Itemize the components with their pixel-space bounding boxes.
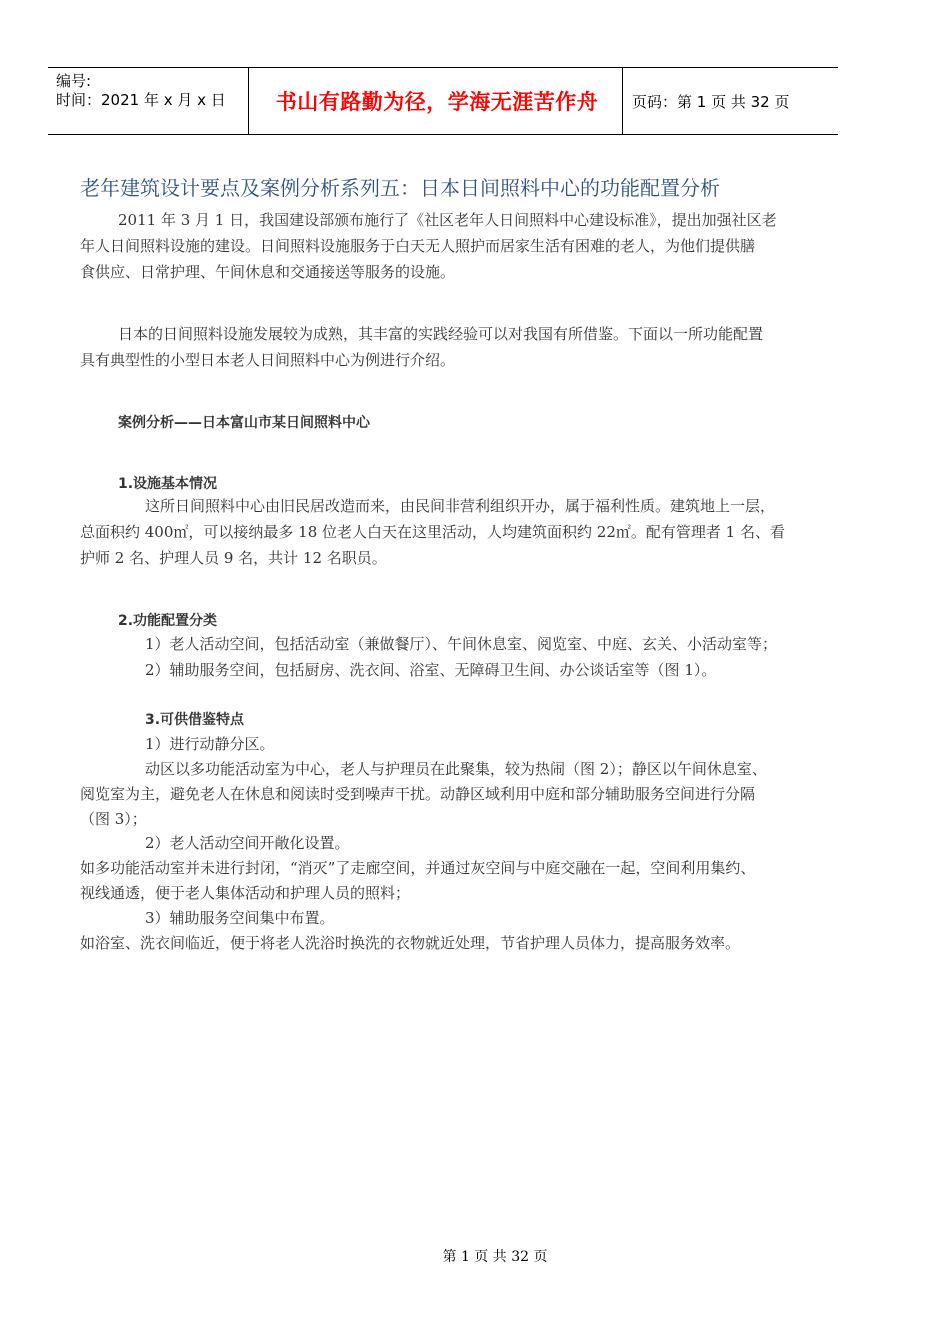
document-header-table [48, 67, 838, 135]
paragraph-line: 视线通透，便于老人集体活动和护理人员的照料； [80, 884, 411, 902]
paragraph-line: 这所日间照料中心由旧民居改造而来，由民间非营利组织开办，属于福利性质。建筑地上一层， [145, 497, 776, 515]
paragraph-line: （图 3）； [80, 810, 147, 828]
document-number-label: 编号: [56, 72, 92, 90]
list-item: 2）辅助服务空间，包括厨房、洗衣间、浴室、无障碍卫生间、办公谈话室等（图 1）。 [145, 661, 717, 679]
case-heading: 案例分析——日本富山市某日间照料中心 [118, 415, 370, 431]
list-item: 2）老人活动空间开敞化设置。 [145, 834, 350, 852]
paragraph-line: 具有典型性的小型日本老人日间照料中心为例进行介绍。 [80, 351, 456, 369]
page-footer: 第 1 页 共 32 页 [442, 1249, 548, 1265]
paragraph-line: 动区以多功能活动室为中心，老人与护理员在此聚集，较为热闹（图 2）；静区以午间休息室、 [145, 760, 767, 778]
list-item: 3）辅助服务空间集中布置。 [145, 909, 335, 927]
list-item: 1）老人活动空间，包括活动室（兼做餐厅）、午间休息室、阅览室、中庭、玄关、小活动室等； [145, 635, 778, 653]
header-meta-cell [56, 72, 226, 110]
paragraph-line: 如浴室、洗衣间临近，便于将老人洗浴时换洗的衣物就近处理，节省护理人员体力，提高服务效率。 [80, 934, 741, 952]
paragraph-line: 阅览室为主，避免老人在休息和阅读时受到噪声干扰。动静区域利用中庭和部分辅助服务空间进行分隔 [80, 785, 756, 803]
paragraph-line: 食供应、日常护理、午间休息和交通接送等服务的设施。 [80, 263, 456, 281]
header-motto: 书山有路勤为径，学海无涯苦作舟 [275, 90, 599, 114]
paragraph-line: 护师 2 名、护理人员 9 名，共计 12 名职员。 [80, 549, 387, 567]
document-time-label: 时间：2021 年 x 月 x 日 [56, 91, 226, 109]
header-divider [248, 68, 249, 134]
section-heading: 2.功能配置分类 [118, 613, 218, 629]
article-title: 老年建筑设计要点及案例分析系列五：日本日间照料中心的功能配置分析 [80, 176, 720, 200]
section-heading: 3.可供借鉴特点 [145, 712, 245, 728]
header-page-info: 页码：第 1 页 共 32 页 [632, 92, 790, 111]
paragraph-line: 如多功能活动室并未进行封闭，“消灭”了走廊空间，并通过灰空间与中庭交融在一起，空间利用集约、 [80, 859, 756, 877]
list-item: 1）进行动静分区。 [145, 735, 275, 753]
paragraph-line: 总面积约 400㎡，可以接纳最多 18 位老人白天在这里活动，人均建筑面积约 22㎡。配有管理者 1 名、看 [80, 523, 785, 541]
section-heading: 1.设施基本情况 [118, 476, 218, 492]
paragraph-line: 2011 年 3 月 1 日，我国建设部颁布施行了《社区老年人日间照料中心建设标准》，提出加强社区老 [118, 211, 777, 229]
paragraph-line: 日本的日间照料设施发展较为成熟，其丰富的实践经验可以对我国有所借鉴。下面以一所功能配置 [118, 325, 764, 343]
paragraph-line: 年人日间照料设施的建设。日间照料设施服务于白天无人照护而居家生活有困难的老人，为他们提供膳 [80, 237, 756, 255]
